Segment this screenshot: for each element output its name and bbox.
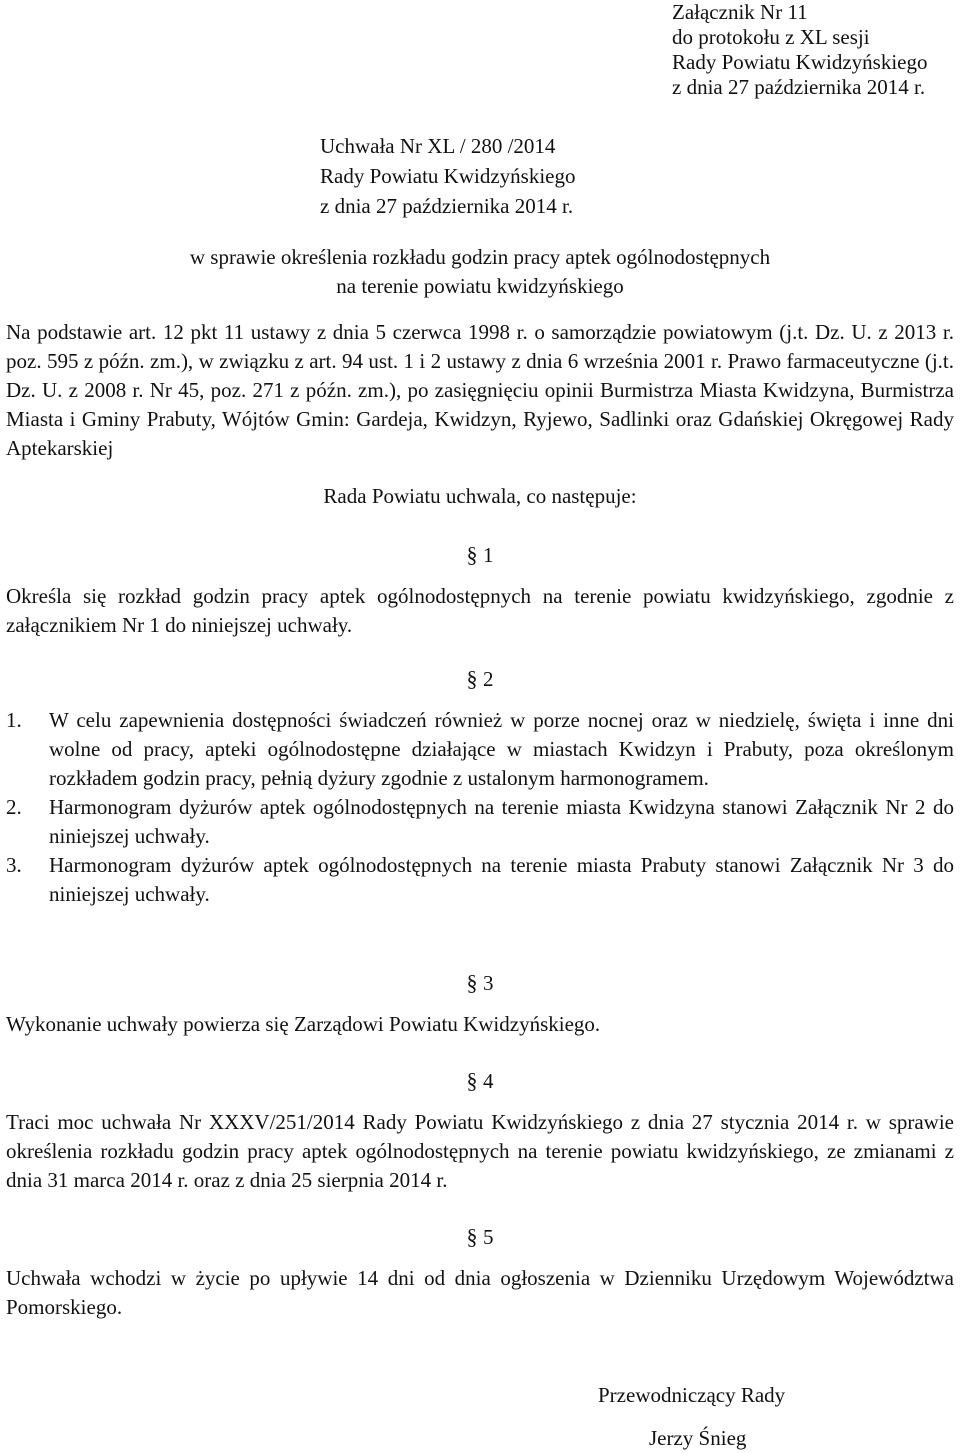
list-item xyxy=(6,793,954,851)
list-item-text: Harmonogram dyżurów aptek ogólnodostępnych na terenie miasta Kwidzyna stanowi Załącznik Nr 2 do niniejszej uchwały. xyxy=(49,795,954,848)
list-item-text: W celu zapewnienia dostępności świadczeń również w porze nocnej oraz w niedzielę, święta i inne dni wolne od pracy, apteki ogólnodostępne działające w miastach Kwidzyn i Prabuty, poza określonym rozkładem godzin pracy, pełnią dyżury zgodnie z ustalonym harmonogramem. xyxy=(49,708,954,790)
section-4-text: Traci moc uchwała Nr XXXV/251/2014 Rady Powiatu Kwidzyńskiego z dnia 27 stycznia 2014 r. w sprawie określenia rozkładu godzin pracy aptek ogólnodostępnych na terenie powiatu kwidzyńskiego, ze zmianami z dnia 31 marca 2014 r. oraz z dnia 25 sierpnia 2014 r. xyxy=(6,1110,954,1192)
list-item-number: 2. xyxy=(6,795,22,819)
section-sign: § xyxy=(466,666,483,691)
signature-role: Przewodniczący Rady xyxy=(598,1383,786,1407)
annex-line: z dnia 27 października 2014 r. xyxy=(672,75,926,99)
annex-line: do protokołu z XL sesji xyxy=(672,25,870,49)
list-item-number: 1. xyxy=(6,708,22,732)
section-sign: § xyxy=(466,1224,483,1249)
section-heading-2 xyxy=(0,664,960,694)
section-heading-3 xyxy=(0,968,960,998)
section-1-text: Określa się rozkład godzin pracy aptek ogólnodostępnych na terenie powiatu kwidzyńskiego, zgodnie z załącznikiem Nr 1 do niniejszej uchwały. xyxy=(6,584,954,637)
annex-line: Załącznik Nr 11 xyxy=(672,0,808,24)
list-item-text: Harmonogram dyżurów aptek ogólnodostępnych na terenie miasta Prabuty stanowi Załącznik Nr 3 do niniejszej uchwały. xyxy=(49,853,954,906)
annex-header xyxy=(672,0,960,100)
section-sign: § xyxy=(466,542,483,567)
resolution-date: z dnia 27 października 2014 r. xyxy=(320,194,574,218)
section-number: 5 xyxy=(483,1225,494,1249)
resolution-title: Uchwała Nr XL / 280 /2014 xyxy=(320,134,556,158)
section-heading-5 xyxy=(0,1222,960,1252)
list-item-number: 3. xyxy=(6,853,22,877)
section-sign: § xyxy=(466,970,483,995)
signature-name: Jerzy Śnieg xyxy=(649,1426,747,1450)
section-number: 2 xyxy=(483,667,494,691)
section-heading-4 xyxy=(0,1066,960,1096)
section-number: 1 xyxy=(483,543,494,567)
subject-line: w sprawie określenia rozkładu godzin pracy aptek ogólnodostępnych xyxy=(189,245,771,269)
resolution-council: Rady Powiatu Kwidzyńskiego xyxy=(320,164,576,188)
list-item xyxy=(6,706,954,793)
list-item xyxy=(6,851,954,909)
section-2-list xyxy=(6,706,954,909)
resolution-subject xyxy=(0,243,960,301)
resolution-title-block xyxy=(320,131,640,221)
annex-line: Rady Powiatu Kwidzyńskiego xyxy=(672,50,928,74)
section-sign: § xyxy=(466,1068,483,1093)
subject-line: na terenie powiatu kwidzyńskiego xyxy=(336,274,624,298)
section-number: 4 xyxy=(483,1069,494,1093)
preamble: Na podstawie art. 12 pkt 11 ustawy z dnia 5 czerwca 1998 r. o samorządzie powiatowym (j.t. Dz. U. z 2013 r. poz. 595 z późn. zm.), w związku z art. 94 ust. 1 i 2 ustawy z dnia 6 września 2001 r. Prawo farmaceutyczne (j.t. Dz. U. z 2008 r. Nr 45, poz. 271 z późn. zm.), po zasięgnięciu opinii Burmistrza Miasta Kwidzyna, Burmistrza Miasta i Gminy Prabuty, Wójtów Gmin: Gardeja, Kwidzyn, Ryjewo, Sadlinki oraz Gdańskiej Okręgowej Rady Aptekarskiej xyxy=(6,320,954,460)
section-heading-1 xyxy=(0,540,960,570)
enacting-formula: Rada Powiatu uchwala, co następuje: xyxy=(323,484,637,508)
section-5-text: Uchwała wchodzi w życie po upływie 14 dni od dnia ogłoszenia w Dzienniku Urzędowym Województwa Pomorskiego. xyxy=(6,1266,954,1319)
section-3-text: Wykonanie uchwały powierza się Zarządowi Powiatu Kwidzyńskiego. xyxy=(6,1012,601,1036)
section-number: 3 xyxy=(483,971,494,995)
